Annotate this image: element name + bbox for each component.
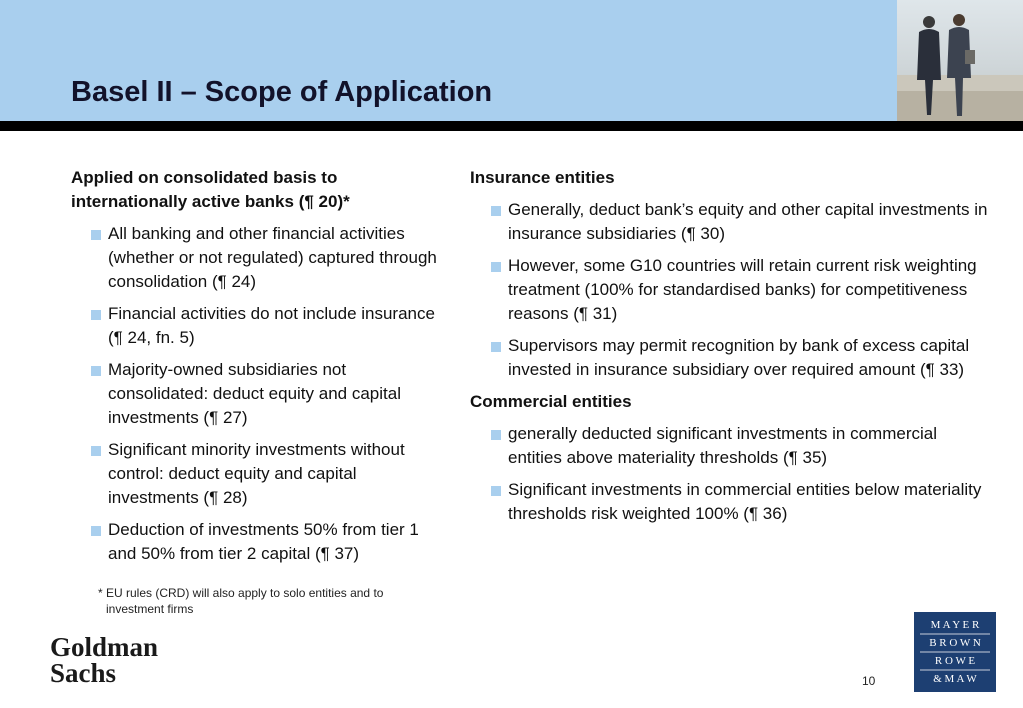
list-item: Significant minority investments without control: deduct equity and capital investments (¶ 28) bbox=[71, 438, 443, 510]
square-bullet-icon bbox=[91, 310, 101, 320]
svg-text:Goldman: Goldman bbox=[50, 632, 159, 662]
business-people-photo bbox=[897, 0, 1023, 121]
list-item: Supervisors may permit recognition by bank of excess capital invested in insurance subsidiary over required amount (¶ 33) bbox=[470, 334, 990, 382]
commercial-bullet-list bbox=[470, 422, 990, 526]
svg-text:Sachs: Sachs bbox=[50, 658, 117, 686]
svg-text:B R O W N: B R O W N bbox=[929, 637, 981, 649]
square-bullet-icon bbox=[491, 430, 501, 440]
square-bullet-icon bbox=[491, 486, 501, 496]
square-bullet-icon bbox=[91, 446, 101, 456]
insurance-entities-heading: Insurance entities bbox=[470, 168, 615, 187]
square-bullet-icon bbox=[491, 206, 501, 216]
square-bullet-icon bbox=[91, 526, 101, 536]
square-bullet-icon bbox=[491, 262, 501, 272]
svg-text:& M A W: & M A W bbox=[933, 673, 977, 685]
insurance-bullet-list bbox=[470, 198, 990, 382]
svg-text:R O W E: R O W E bbox=[934, 655, 976, 667]
list-item: However, some G10 countries will retain current risk weighting treatment (100% for standardised banks) for competitiveness reasons (¶ 31) bbox=[470, 254, 990, 326]
list-item: generally deducted significant investments in commercial entities above materiality thresholds (¶ 35) bbox=[470, 422, 990, 470]
page-number: 10 bbox=[862, 674, 876, 688]
square-bullet-icon bbox=[91, 230, 101, 240]
list-item: Majority-owned subsidiaries not consolidated: deduct equity and capital investments (¶ 27) bbox=[71, 358, 443, 430]
mayer-brown-rowe-maw-logo bbox=[914, 612, 996, 692]
footnote: * EU rules (CRD) will also apply to solo entities and to investment firms bbox=[98, 586, 384, 616]
list-item: All banking and other financial activities (whether or not regulated) captured through consolidation (¶ 24) bbox=[71, 222, 443, 294]
commercial-entities-heading: Commercial entities bbox=[470, 392, 632, 411]
consolidated-basis-heading: Applied on consolidated basis to internationally active banks (¶ 20)* bbox=[71, 168, 350, 211]
svg-text:M A Y E R: M A Y E R bbox=[930, 619, 980, 631]
square-bullet-icon bbox=[491, 342, 501, 352]
page-title: Basel II – Scope of Application bbox=[71, 76, 493, 108]
list-item: Deduction of investments 50% from tier 1 and 50% from tier 2 capital (¶ 37) bbox=[71, 518, 443, 566]
header-divider bbox=[0, 121, 1023, 131]
square-bullet-icon bbox=[91, 366, 101, 376]
list-item: Significant investments in commercial entities below materiality thresholds risk weighted 100% (¶ 36) bbox=[470, 478, 990, 526]
left-column bbox=[71, 166, 443, 574]
left-bullet-list bbox=[71, 222, 443, 566]
goldman-sachs-logo bbox=[50, 632, 175, 686]
list-item: Generally, deduct bank’s equity and other capital investments in insurance subsidiaries (¶ 30) bbox=[470, 198, 990, 246]
list-item: Financial activities do not include insurance (¶ 24, fn. 5) bbox=[71, 302, 443, 350]
right-column bbox=[470, 166, 990, 534]
